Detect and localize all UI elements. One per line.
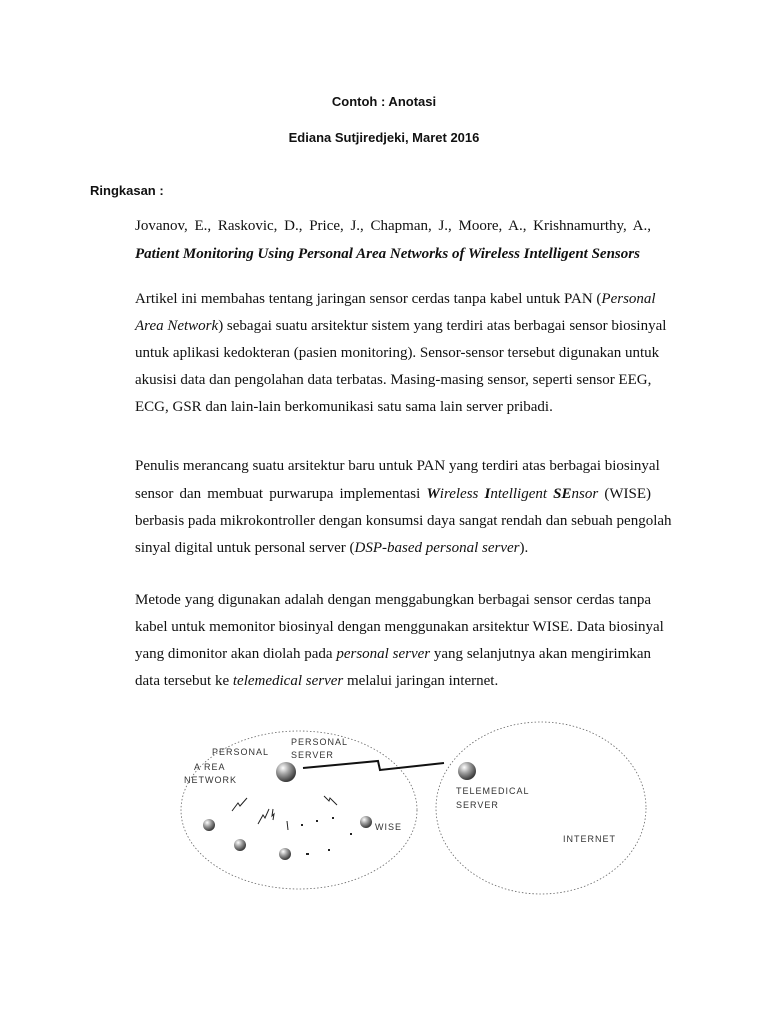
text-span-bold: W	[426, 486, 440, 502]
text-span-italic: ireless	[439, 486, 485, 502]
wise-label: WISE	[375, 822, 403, 832]
para1-line4: akusisi data dan pengolahan data terbatas. Masing-masing sensor, seperti sensor EEG,	[135, 372, 652, 388]
text-span: data tersebut ke	[135, 673, 233, 689]
wise-acronym	[426, 486, 598, 502]
para2-line2	[135, 484, 651, 504]
para2-line1: Penulis merancang suatu arsitektur baru untuk PAN yang terdiri atas berbagai biosinyal	[135, 458, 660, 474]
label-line: SERVER	[291, 750, 334, 760]
label-line: A REA	[194, 762, 226, 772]
para3-line2: kabel untuk memonitor biosinyal dengan menggunakan arsitektur WISE. Data biosinyal	[135, 619, 664, 635]
para1-line1	[135, 289, 656, 309]
text-span: yang selanjutnya akan mengirimkan	[430, 646, 651, 662]
citation-paper-title: Patient Monitoring Using Personal Area Networks of Wireless Intelligent Sensors	[135, 246, 640, 262]
text-span-italic: Area Network	[135, 318, 219, 334]
label-line: NETWORK	[184, 775, 237, 785]
text-span-italic: nsor	[571, 486, 599, 502]
para3-line1: Metode yang digunakan adalah dengan menggabungkan berbagai sensor cerdas tanpa	[135, 592, 651, 608]
text-span: melalui jaringan internet.	[343, 673, 499, 689]
text-span: (WISE)	[598, 486, 652, 502]
text-span-bold: SE	[553, 486, 572, 502]
summary-heading: Ringkasan :	[90, 183, 164, 198]
telemedical-server-label	[456, 786, 533, 810]
internet-label: INTERNET	[563, 834, 616, 844]
text-span: ).	[519, 540, 529, 556]
wireless-signal-marks	[232, 796, 337, 830]
label-line: PERSONAL	[291, 737, 348, 747]
page-title: Contoh : Anotasi	[331, 94, 437, 109]
wireless-link-line	[303, 761, 444, 770]
para1-line5: ECG, GSR dan lain-lain berkomunikasi satu sama lain server pribadi.	[135, 399, 553, 415]
telemedical-server-node	[458, 762, 476, 780]
author-date: Ediana Sutjiredjeki, Maret 2016	[288, 130, 480, 145]
text-span-italic: DSP-based personal server	[354, 540, 520, 556]
text-span-italic: Personal	[601, 291, 656, 307]
sensor-node	[203, 819, 215, 831]
text-span-italic: ntelligent	[490, 486, 554, 502]
text-span: Artikel ini membahas tentang jaringan sensor cerdas tanpa kabel untuk PAN (	[135, 291, 602, 307]
text-span: sensor dan membuat purwarupa implementasi	[135, 486, 427, 502]
para3-line4	[135, 671, 651, 691]
para2-line3: berbasis pada mikrokontroller dengan konsumsi daya sangat rendah dan sebuah pengolah	[135, 513, 672, 529]
label-line: TELEMEDICAL	[456, 786, 530, 796]
para1-line3: untuk aplikasi kedokteran (pasien monitoring). Sensor-sensor tersebut digunakan untuk	[135, 345, 660, 361]
text-span: sinyal digital untuk personal server (	[135, 540, 355, 556]
personal-server-label	[291, 737, 351, 760]
text-span-bold: I	[484, 486, 491, 502]
network-diagram	[170, 718, 650, 898]
sensor-node	[279, 848, 291, 860]
label-line: SERVER	[456, 800, 499, 810]
para3-line3	[135, 644, 651, 664]
label-line: PERSONAL	[212, 747, 269, 757]
personal-area-network-label	[184, 747, 272, 785]
text-span: ) sebagai suatu arsitektur sistem yang terdiri atas berbagai sensor biosinyal	[218, 318, 667, 334]
text-span: yang dimonitor akan diolah pada	[135, 646, 337, 662]
sensor-node	[234, 839, 246, 851]
sensor-node	[360, 816, 372, 828]
citation-authors: Jovanov, E., Raskovic, D., Price, J., Chapman, J., Moore, A., Krishnamurthy, A.,	[135, 218, 651, 234]
personal-server-node	[276, 762, 296, 782]
para1-line2	[135, 316, 667, 336]
text-span-italic: personal server	[336, 646, 431, 662]
wireless-signal-dots	[301, 817, 352, 855]
text-span-italic: telemedical server	[232, 673, 344, 689]
para2-line4	[135, 538, 651, 558]
